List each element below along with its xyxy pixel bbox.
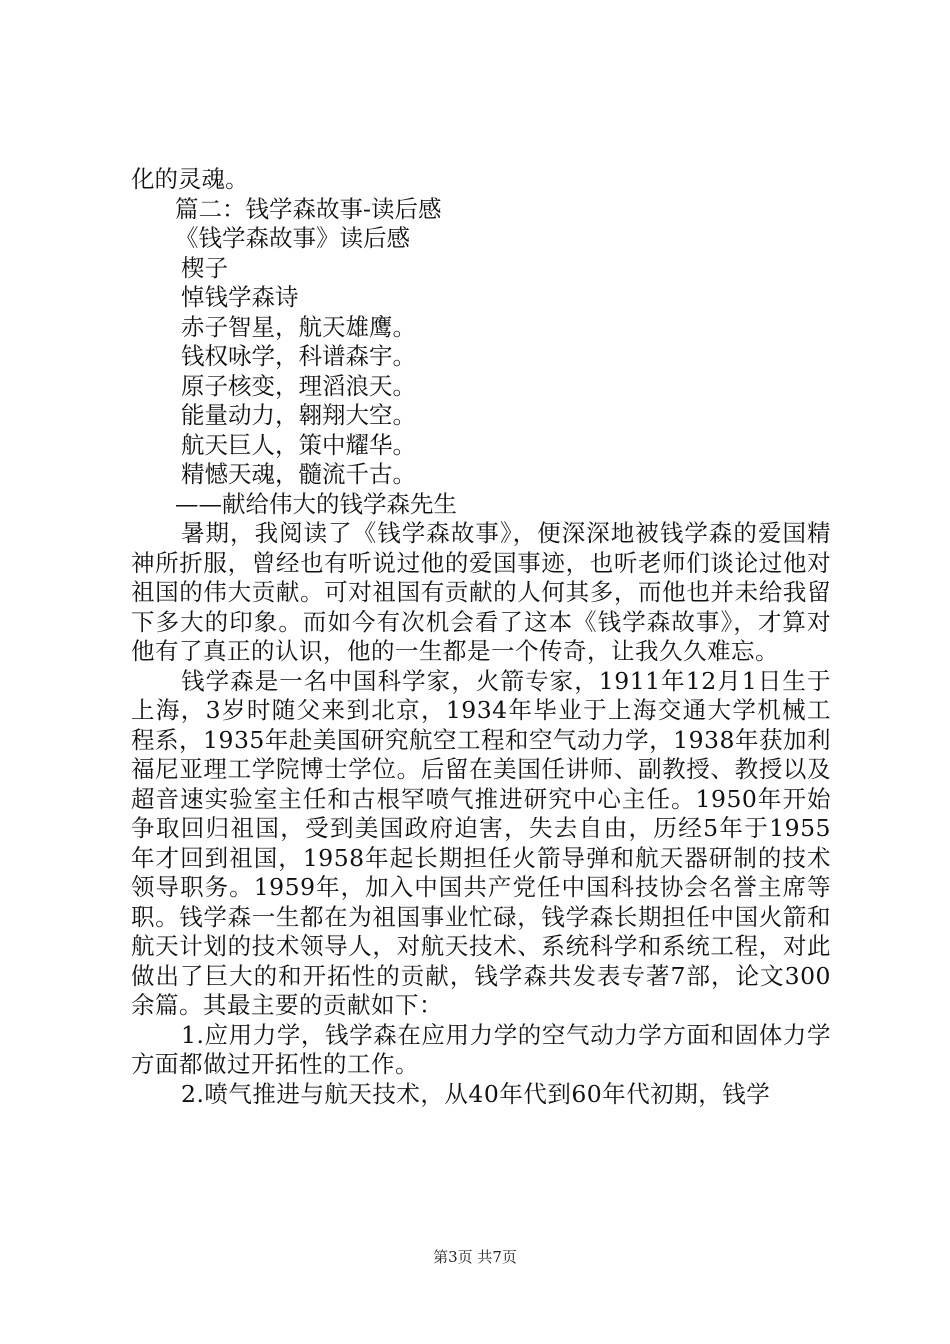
essay-title: 《钱学森故事》读后感: [175, 224, 410, 252]
poem-line: 航天巨人，策中耀华。: [181, 430, 416, 459]
body-paragraph: 2.喷气推进与航天技术，从40年代到60年代初期，钱学: [181, 1079, 771, 1108]
body-paragraph: 1.应用力学，钱学森在应用力学的空气动力学方面和固体力学方面都做过开拓性的工作。: [131, 1020, 831, 1078]
section-heading: 篇二：钱学森故事-读后感: [175, 194, 442, 223]
dedication-line: ——献给伟大的钱学森先生: [175, 489, 457, 518]
document-body: [131, 165, 831, 1109]
body-paragraph: 暑期，我阅读了《钱学森故事》，便深深地被钱学森的爱国精神所折服，曾经也有听说过他的爱国事迹，也听老师们谈论过他对祖国的伟大贡献。可对祖国有贡献的人何其多，而他也并未给我留下多大的印象。而如今有次机会看了这本《钱学森故事》，才算对他有了真正的认识，他的一生都是一个传奇，让我久久难忘。: [131, 519, 831, 665]
poem-line: 精憾天魂，髓流千古。: [181, 460, 416, 488]
prologue-heading: 楔子: [181, 253, 228, 282]
page-number-footer: 第3页 共7页: [433, 1248, 517, 1266]
poem-title: 悼钱学森诗: [181, 283, 299, 311]
body-paragraph: 钱学森是一名中国科学家，火箭专家，1911年12月1日生于上海，3岁时随父来到北京，1934年毕业于上海交通大学机械工程系，1935年赴美国研究航空工程和空气动力学，1938年获加利福尼亚理工学院博士学位。后留在美国任讲师、副教授、教授以及超音速实验室主任和古根罕喷气推进研究中心主任。1950年开始争取回归祖国，受到美国政府迫害，失去自由，历经5年于1955年才回到祖国，1958年起长期担任火箭导弹和航天器研制的技术领导职务。1959年，加入中国共产党任中国科技协会名誉主席等职。钱学森一生都在为祖国事业忙碌，钱学森长期担任中国火箭和航天计划的技术领导人，对航天技术、系统科学和系统工程，对此做出了巨大的和开拓性的贡献，钱学森共发表专著7部，论文300余篇。其最主要的贡献如下：: [131, 666, 831, 1019]
text-line-continuation: 化的灵魂。: [131, 165, 249, 193]
poem-line: 能量动力，翱翔大空。: [181, 401, 416, 429]
poem-line: 赤子智星，航天雄鹰。: [181, 312, 416, 341]
poem-line: 原子核变，理滔浪天。: [181, 371, 416, 400]
poem-line: 钱权咏学，科谱森宇。: [181, 342, 416, 370]
